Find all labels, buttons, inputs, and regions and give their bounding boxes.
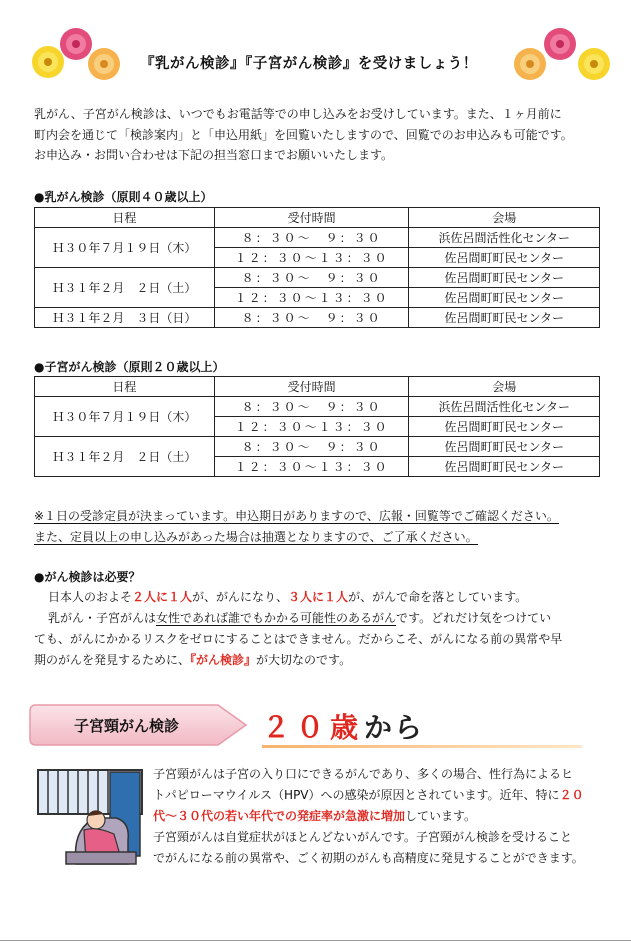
schedule-time: １２：３０～１３：３０ <box>214 417 409 437</box>
age-number: ２０ <box>262 711 331 744</box>
underlined-phrase: 女性であれば誰でもかかる可能性のあるがん <box>156 611 397 625</box>
orange-rose-icon <box>514 48 546 80</box>
pink-rose-icon <box>60 28 92 60</box>
schedule-date: Ｈ３０年７月１９日（木） <box>35 397 215 437</box>
schedule-venue: 佐呂間町町民センター <box>409 268 600 288</box>
text-run: 子宮頸がんは自覚症状がほとんどないがんです。子宮頸がん検診を受けること <box>153 830 573 844</box>
flowers-left-decoration <box>26 24 136 88</box>
page-title: 『乳がん検診』『子宮がん検診』を受けましょう！ <box>140 56 478 72</box>
age-unit: 歳 <box>330 711 365 744</box>
schedule-date: Ｈ３０年７月１９日（木） <box>35 228 215 268</box>
text-run: が、がんになり、 <box>192 590 289 604</box>
schedule-time: １２：３０～１３：３０ <box>214 288 409 308</box>
table-row <box>35 308 600 328</box>
intro-line: 町内会を通じて「検診案内」と「申込用紙」を回覧いたしますので、回覧でのお申込みも可能です。 <box>34 127 573 142</box>
age-suffix: から <box>364 711 425 744</box>
uterine-schedule-table <box>34 376 600 477</box>
schedule-date: Ｈ３１年２月 ３日（日） <box>35 308 215 328</box>
text-run: でがんになる前の異常や、ごく初期のがんも高精度に発見することができます。 <box>153 851 584 865</box>
text-run: 期のがんを発見するために、 <box>34 653 191 667</box>
cervical-banner-label: 子宮頸がん検診 <box>74 717 180 735</box>
orange-rose-icon <box>88 48 120 80</box>
schedule-venue: 佐呂間町町民センター <box>409 308 600 328</box>
capacity-notice <box>34 506 604 548</box>
uterine-screening-heading: ●子宮がん検診（原則２０歳以上） <box>34 360 225 374</box>
table-row <box>35 228 600 248</box>
table-header-row <box>35 208 600 228</box>
highlight-cancer-screening: 『がん検診』 <box>190 653 257 667</box>
patient-illustration <box>36 768 144 866</box>
schedule-time: ８：３０～ ９：３０ <box>214 437 409 457</box>
table-row <box>35 397 600 417</box>
schedule-time: １２：３０～１３：３０ <box>214 248 409 268</box>
pink-rose-icon <box>544 28 576 60</box>
flowers-right-decoration <box>508 24 618 88</box>
highlight-age: ２０ <box>559 788 584 802</box>
notice-line: また、定員以上の申し込みがあった場合は抽選となりますので、ご了承ください。 <box>34 530 478 544</box>
text-run: です。どれだけ気をつけてい <box>396 611 552 625</box>
schedule-time: ８：３０～ ９：３０ <box>214 228 409 248</box>
schedule-venue: 佐呂間町町民センター <box>409 457 600 477</box>
schedule-venue: 佐呂間町町民センター <box>409 437 600 457</box>
header-time: 受付時間 <box>214 208 409 228</box>
schedule-date: Ｈ３１年２月 ２日（土） <box>35 437 215 477</box>
yellow-flower-icon <box>578 48 610 80</box>
breast-schedule-table <box>34 207 600 328</box>
schedule-venue: 佐呂間町町民センター <box>409 248 600 268</box>
schedule-venue: 浜佐呂間活性化センター <box>409 397 600 417</box>
schedule-date: Ｈ３１年２月 ２日（土） <box>35 268 215 308</box>
intro-line: お申込み・お問い合わせは下記の担当窓口までお願いいたします。 <box>34 148 394 162</box>
text-run: ても、がんにかかるリスクをゼロにすることはできません。だからこそ、がんになる前の異常や早 <box>34 632 563 646</box>
necessity-paragraph <box>34 587 604 671</box>
header-date: 日程 <box>35 208 215 228</box>
schedule-venue: 浜佐呂間活性化センター <box>409 228 600 248</box>
intro-paragraph <box>34 104 604 166</box>
table-header-row <box>35 377 600 397</box>
header-venue: 会場 <box>409 377 600 397</box>
cervical-age-heading <box>262 706 424 746</box>
header-time: 受付時間 <box>214 377 409 397</box>
highlight-three-in-one: ３人に１人 <box>288 590 349 604</box>
table-row <box>35 268 600 288</box>
text-run: しています。 <box>405 809 477 823</box>
table-row <box>35 437 600 457</box>
schedule-time: ８：３０～ ９：３０ <box>214 268 409 288</box>
schedule-venue: 佐呂間町町民センター <box>409 288 600 308</box>
schedule-time: ８：３０～ ９：３０ <box>214 308 409 328</box>
breast-screening-heading: ●乳がん検診（原則４０歳以上） <box>34 190 213 204</box>
header-venue: 会場 <box>409 208 600 228</box>
schedule-time: ８：３０～ ９：３０ <box>214 397 409 417</box>
intro-line: 乳がん、子宮がん検診は、いつでもお電話等での申し込みをお受けしています。また、１ヶ月前に <box>34 107 562 121</box>
accent-underline <box>262 745 582 748</box>
schedule-time: １２：３０～１３：３０ <box>214 457 409 477</box>
highlight-two-in-one: ２人に１人 <box>132 590 193 604</box>
highlight-incidence: 代～３０代の若い年代での発症率が急激に増加 <box>153 809 406 823</box>
text-run: 乳がん・子宮がんは <box>48 611 157 625</box>
header-date: 日程 <box>35 377 215 397</box>
text-run: 子宮頸がんは子宮の入り口にできるがんであり、多くの場合、性行為によるヒ <box>153 767 574 781</box>
text-run: が、がんで命を落としています。 <box>348 590 528 604</box>
necessity-heading: ●がん検診は必要？ <box>34 570 141 584</box>
yellow-flower-icon <box>32 46 64 78</box>
cervical-paragraph <box>153 764 603 869</box>
text-run: が大切なのです。 <box>256 653 352 667</box>
bottom-divider <box>0 940 631 941</box>
notice-line: ※１日の受診定員が決まっています。申込期日がありますので、広報・回覧等でご確認ください。 <box>34 509 559 523</box>
text-run: 日本人のおよそ <box>48 590 133 604</box>
schedule-venue: 佐呂間町町民センター <box>409 417 600 437</box>
text-run: トパピローマウイルス（HPV）への感染が原因とされています。近年、特に <box>153 788 560 802</box>
